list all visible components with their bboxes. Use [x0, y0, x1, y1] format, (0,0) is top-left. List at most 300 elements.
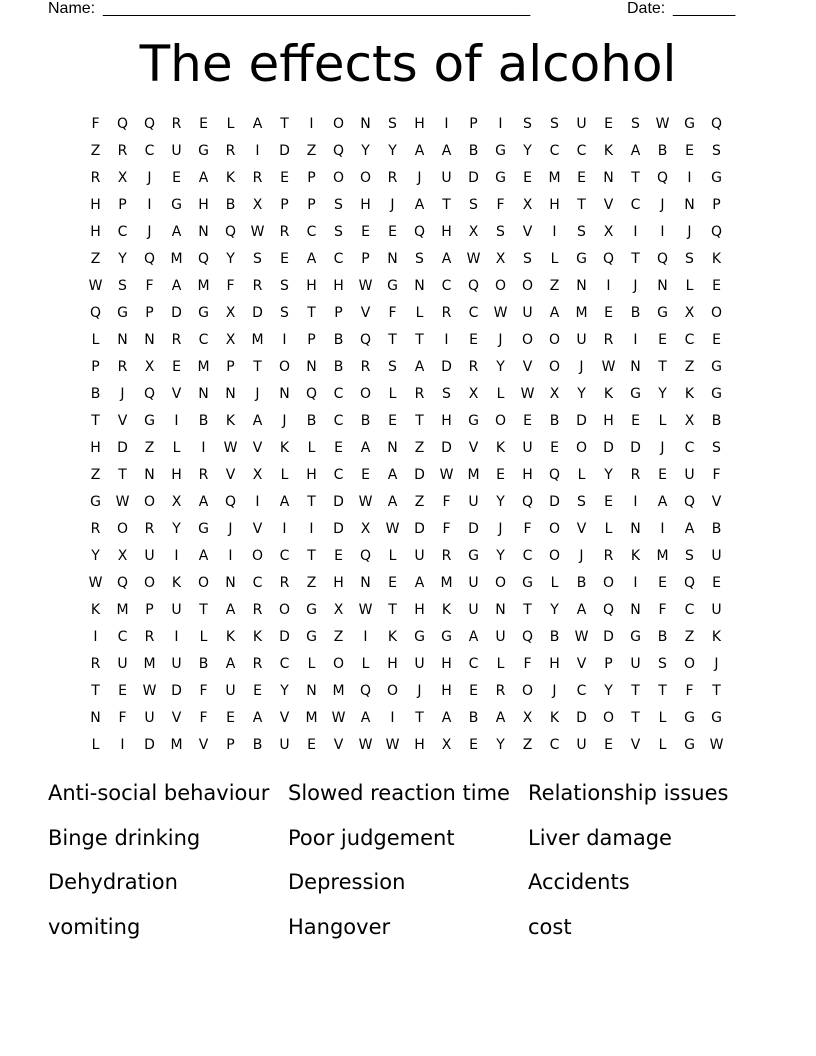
grid-letter[interactable]: J [417, 683, 422, 699]
grid-letter[interactable]: H [360, 197, 371, 213]
grid-letter[interactable]: I [444, 332, 449, 348]
grid-letter[interactable]: U [576, 332, 587, 348]
grid-letter[interactable]: A [252, 710, 263, 726]
grid-letter[interactable]: N [360, 575, 371, 591]
grid-letter[interactable]: B [468, 710, 479, 726]
grid-letter[interactable]: W [250, 224, 265, 240]
grid-letter[interactable]: S [712, 143, 721, 159]
grid-letter[interactable]: L [496, 656, 505, 672]
grid-letter[interactable]: J [633, 278, 638, 294]
grid-letter[interactable]: A [468, 629, 479, 645]
grid-letter[interactable]: A [171, 278, 182, 294]
grid-letter[interactable]: E [523, 413, 532, 429]
grid-letter[interactable]: F [442, 494, 451, 510]
grid-letter[interactable]: C [684, 332, 695, 348]
grid-letter[interactable]: D [279, 629, 290, 645]
grid-letter[interactable]: Q [548, 467, 561, 483]
grid-letter[interactable]: I [606, 278, 611, 294]
grid-letter[interactable]: J [390, 197, 395, 213]
grid-letter[interactable]: L [604, 521, 613, 537]
grid-letter[interactable]: M [467, 467, 480, 483]
grid-letter[interactable]: V [522, 224, 533, 240]
grid-letter[interactable]: O [548, 521, 561, 537]
grid-letter[interactable]: V [711, 494, 722, 510]
grid-letter[interactable]: N [198, 224, 209, 240]
grid-letter[interactable]: C [522, 548, 533, 564]
grid-letter[interactable]: I [687, 170, 692, 186]
grid-letter[interactable]: G [171, 197, 182, 213]
grid-letter[interactable]: V [468, 440, 479, 456]
grid-letter[interactable]: V [252, 521, 263, 537]
grid-letter[interactable]: K [549, 710, 560, 726]
grid-letter[interactable]: Y [388, 143, 397, 159]
grid-letter[interactable]: G [306, 602, 317, 618]
grid-letter[interactable]: A [684, 521, 695, 537]
grid-letter[interactable]: R [441, 548, 452, 564]
grid-letter[interactable]: W [601, 359, 616, 375]
grid-letter[interactable]: C [576, 683, 587, 699]
grid-letter[interactable]: Q [305, 386, 318, 402]
grid-letter[interactable]: K [495, 440, 506, 456]
grid-letter[interactable]: Z [684, 359, 695, 375]
grid-letter[interactable]: R [90, 170, 101, 186]
grid-letter[interactable]: I [633, 494, 638, 510]
grid-letter[interactable]: V [171, 710, 182, 726]
grid-letter[interactable]: N [684, 197, 695, 213]
grid-letter[interactable]: I [120, 737, 125, 753]
grid-letter[interactable]: P [307, 170, 316, 186]
grid-letter[interactable]: Y [604, 683, 613, 699]
grid-letter[interactable]: R [198, 467, 209, 483]
grid-letter[interactable]: X [522, 710, 533, 726]
grid-letter[interactable]: E [361, 224, 370, 240]
grid-letter[interactable]: S [631, 116, 640, 132]
grid-letter[interactable]: O [386, 683, 399, 699]
grid-letter[interactable]: Y [577, 386, 586, 402]
grid-letter[interactable]: K [90, 602, 101, 618]
grid-letter[interactable]: Q [224, 224, 237, 240]
grid-letter[interactable]: O [359, 170, 372, 186]
grid-letter[interactable]: G [684, 737, 695, 753]
grid-letter[interactable]: U [468, 494, 479, 510]
grid-letter[interactable]: E [604, 116, 613, 132]
grid-letter[interactable]: A [441, 710, 452, 726]
grid-letter[interactable]: Z [306, 143, 317, 159]
grid-letter[interactable]: N [630, 602, 641, 618]
grid-letter[interactable]: P [307, 197, 316, 213]
grid-letter[interactable]: L [658, 413, 667, 429]
grid-letter[interactable]: C [684, 602, 695, 618]
grid-letter[interactable]: A [171, 224, 182, 240]
grid-letter[interactable]: T [415, 710, 424, 726]
grid-letter[interactable]: G [468, 548, 479, 564]
grid-letter[interactable]: J [579, 548, 584, 564]
grid-letter[interactable]: Z [144, 440, 155, 456]
grid-letter[interactable]: J [552, 683, 557, 699]
grid-letter[interactable]: D [414, 521, 425, 537]
grid-letter[interactable]: D [144, 737, 155, 753]
grid-letter[interactable]: U [171, 143, 182, 159]
grid-letter[interactable]: A [252, 413, 263, 429]
grid-letter[interactable]: Q [197, 251, 210, 267]
grid-letter[interactable]: E [307, 737, 316, 753]
grid-letter[interactable]: L [388, 548, 397, 564]
grid-letter[interactable]: I [174, 548, 179, 564]
grid-letter[interactable]: S [712, 440, 721, 456]
grid-letter[interactable]: W [709, 737, 724, 753]
grid-letter[interactable]: H [414, 602, 425, 618]
grid-letter[interactable]: T [442, 197, 451, 213]
grid-letter[interactable]: C [279, 548, 290, 564]
grid-letter[interactable]: K [387, 629, 398, 645]
grid-letter[interactable]: A [414, 575, 425, 591]
grid-letter[interactable]: F [658, 602, 667, 618]
grid-letter[interactable]: C [468, 305, 479, 321]
grid-letter[interactable]: O [251, 548, 264, 564]
grid-letter[interactable]: P [226, 359, 235, 375]
grid-letter[interactable]: Y [550, 602, 559, 618]
grid-letter[interactable]: X [468, 224, 479, 240]
grid-letter[interactable]: K [225, 629, 236, 645]
grid-letter[interactable]: H [441, 683, 452, 699]
grid-letter[interactable]: N [630, 359, 641, 375]
grid-letter[interactable]: L [685, 278, 694, 294]
grid-letter[interactable]: X [441, 737, 452, 753]
grid-letter[interactable]: T [415, 332, 424, 348]
grid-letter[interactable]: E [523, 170, 532, 186]
grid-letter[interactable]: R [117, 143, 128, 159]
grid-letter[interactable]: S [442, 386, 451, 402]
grid-letter[interactable]: E [631, 413, 640, 429]
grid-letter[interactable]: W [439, 467, 454, 483]
grid-letter[interactable]: X [171, 494, 182, 510]
grid-letter[interactable]: W [385, 521, 400, 537]
grid-letter[interactable]: X [495, 251, 506, 267]
grid-letter[interactable]: Q [656, 251, 669, 267]
grid-letter[interactable]: S [388, 116, 397, 132]
grid-letter[interactable]: C [468, 656, 479, 672]
grid-letter[interactable]: W [655, 116, 670, 132]
grid-letter[interactable]: P [469, 116, 478, 132]
grid-letter[interactable]: B [549, 629, 560, 645]
grid-letter[interactable]: G [630, 629, 641, 645]
grid-letter[interactable]: G [198, 305, 209, 321]
grid-letter[interactable]: A [441, 143, 452, 159]
grid-letter[interactable]: C [684, 440, 695, 456]
grid-letter[interactable]: A [198, 170, 209, 186]
grid-letter[interactable]: G [576, 251, 587, 267]
grid-letter[interactable]: L [172, 440, 181, 456]
grid-letter[interactable]: G [468, 413, 479, 429]
grid-letter[interactable]: L [307, 656, 316, 672]
grid-letter[interactable]: U [711, 548, 722, 564]
grid-letter[interactable]: U [495, 629, 506, 645]
grid-letter[interactable]: P [145, 602, 154, 618]
grid-letter[interactable]: I [444, 116, 449, 132]
name-field-line[interactable]: ________________________________________________ [103, 0, 531, 17]
grid-letter[interactable]: V [225, 467, 236, 483]
grid-letter[interactable]: Y [226, 251, 235, 267]
grid-letter[interactable]: Y [496, 548, 505, 564]
grid-letter[interactable]: T [388, 602, 397, 618]
grid-letter[interactable]: W [88, 278, 103, 294]
grid-letter[interactable]: U [522, 305, 533, 321]
grid-letter[interactable]: S [685, 548, 694, 564]
grid-letter[interactable]: D [171, 305, 182, 321]
grid-letter[interactable]: J [147, 170, 152, 186]
grid-letter[interactable]: E [469, 683, 478, 699]
grid-letter[interactable]: M [170, 737, 183, 753]
grid-letter[interactable]: O [548, 548, 561, 564]
grid-letter[interactable]: I [660, 224, 665, 240]
grid-letter[interactable]: O [494, 278, 507, 294]
grid-letter[interactable]: A [279, 494, 290, 510]
grid-letter[interactable]: N [144, 332, 155, 348]
grid-letter[interactable]: H [414, 737, 425, 753]
grid-letter[interactable]: T [415, 413, 424, 429]
grid-letter[interactable]: R [225, 143, 236, 159]
grid-letter[interactable]: M [440, 575, 453, 591]
grid-letter[interactable]: Z [522, 737, 533, 753]
grid-letter[interactable]: N [657, 278, 668, 294]
grid-letter[interactable]: S [577, 494, 586, 510]
grid-letter[interactable]: I [282, 521, 287, 537]
grid-letter[interactable]: K [711, 629, 722, 645]
grid-letter[interactable]: Q [143, 251, 156, 267]
grid-letter[interactable]: A [360, 440, 371, 456]
grid-letter[interactable]: W [358, 494, 373, 510]
grid-letter[interactable]: B [333, 359, 344, 375]
grid-letter[interactable]: K [225, 413, 236, 429]
grid-letter[interactable]: Q [521, 629, 534, 645]
grid-letter[interactable]: B [468, 143, 479, 159]
grid-letter[interactable]: E [712, 278, 721, 294]
grid-letter[interactable]: J [228, 521, 233, 537]
grid-letter[interactable]: A [441, 251, 452, 267]
grid-letter[interactable]: K [252, 629, 263, 645]
grid-letter[interactable]: P [712, 197, 721, 213]
grid-letter[interactable]: I [255, 143, 260, 159]
grid-letter[interactable]: I [93, 629, 98, 645]
grid-letter[interactable]: E [604, 737, 613, 753]
grid-letter[interactable]: E [658, 575, 667, 591]
grid-letter[interactable]: D [576, 710, 587, 726]
grid-letter[interactable]: D [468, 521, 479, 537]
grid-letter[interactable]: U [630, 656, 641, 672]
grid-letter[interactable]: O [521, 278, 534, 294]
grid-letter[interactable]: E [118, 683, 127, 699]
grid-letter[interactable]: O [197, 575, 210, 591]
grid-letter[interactable]: C [333, 467, 344, 483]
grid-letter[interactable]: H [387, 656, 398, 672]
grid-letter[interactable]: E [334, 548, 343, 564]
grid-letter[interactable]: R [171, 332, 182, 348]
grid-letter[interactable]: O [359, 386, 372, 402]
grid-letter[interactable]: E [361, 467, 370, 483]
grid-letter[interactable]: X [468, 386, 479, 402]
grid-letter[interactable]: U [171, 656, 182, 672]
grid-letter[interactable]: B [657, 143, 668, 159]
grid-letter[interactable]: C [144, 143, 155, 159]
grid-letter[interactable]: D [549, 494, 560, 510]
grid-letter[interactable]: E [172, 359, 181, 375]
grid-letter[interactable]: T [388, 332, 397, 348]
grid-letter[interactable]: A [414, 197, 425, 213]
grid-letter[interactable]: V [360, 305, 371, 321]
grid-letter[interactable]: C [441, 278, 452, 294]
grid-letter[interactable]: P [334, 305, 343, 321]
grid-letter[interactable]: J [255, 386, 260, 402]
grid-letter[interactable]: F [118, 710, 127, 726]
grid-letter[interactable]: S [550, 116, 559, 132]
grid-letter[interactable]: N [90, 710, 101, 726]
grid-letter[interactable]: O [143, 494, 156, 510]
grid-letter[interactable]: L [658, 737, 667, 753]
grid-letter[interactable]: R [468, 359, 479, 375]
grid-letter[interactable]: W [574, 629, 589, 645]
grid-letter[interactable]: I [309, 521, 314, 537]
grid-letter[interactable]: E [172, 170, 181, 186]
grid-letter[interactable]: L [226, 116, 235, 132]
grid-letter[interactable]: L [550, 575, 559, 591]
grid-letter[interactable]: S [280, 305, 289, 321]
grid-letter[interactable]: T [307, 305, 316, 321]
grid-letter[interactable]: X [684, 305, 695, 321]
grid-letter[interactable]: F [685, 683, 694, 699]
grid-letter[interactable]: L [658, 710, 667, 726]
grid-letter[interactable]: Y [658, 386, 667, 402]
grid-letter[interactable]: R [90, 656, 101, 672]
grid-letter[interactable]: M [305, 710, 318, 726]
grid-letter[interactable]: O [494, 575, 507, 591]
grid-letter[interactable]: W [223, 440, 238, 456]
grid-letter[interactable]: H [441, 413, 452, 429]
grid-letter[interactable]: Y [523, 143, 532, 159]
grid-letter[interactable]: V [198, 737, 209, 753]
grid-letter[interactable]: L [415, 305, 424, 321]
grid-letter[interactable]: E [604, 305, 613, 321]
grid-letter[interactable]: I [174, 413, 179, 429]
grid-letter[interactable]: F [388, 305, 397, 321]
grid-letter[interactable]: O [143, 575, 156, 591]
grid-letter[interactable]: T [631, 710, 640, 726]
grid-letter[interactable]: F [523, 521, 532, 537]
grid-letter[interactable]: M [332, 683, 345, 699]
grid-letter[interactable]: M [656, 548, 669, 564]
grid-letter[interactable]: J [687, 224, 692, 240]
grid-letter[interactable]: E [712, 332, 721, 348]
grid-letter[interactable]: L [550, 251, 559, 267]
grid-letter[interactable]: Q [332, 143, 345, 159]
grid-letter[interactable]: W [358, 602, 373, 618]
grid-letter[interactable]: T [118, 467, 127, 483]
grid-letter[interactable]: N [360, 116, 371, 132]
grid-letter[interactable]: G [495, 170, 506, 186]
grid-letter[interactable]: K [171, 575, 182, 591]
grid-letter[interactable]: S [118, 278, 127, 294]
grid-letter[interactable]: R [252, 602, 263, 618]
grid-letter[interactable]: N [225, 386, 236, 402]
grid-letter[interactable]: Y [118, 251, 127, 267]
grid-letter[interactable]: Q [710, 224, 723, 240]
grid-letter[interactable]: T [712, 683, 721, 699]
grid-letter[interactable]: D [333, 494, 344, 510]
grid-letter[interactable]: H [90, 224, 101, 240]
grid-letter[interactable]: D [441, 359, 452, 375]
grid-letter[interactable]: C [117, 224, 128, 240]
grid-letter[interactable]: Y [496, 359, 505, 375]
grid-letter[interactable]: G [711, 386, 722, 402]
grid-letter[interactable]: D [117, 440, 128, 456]
grid-letter[interactable]: M [575, 305, 588, 321]
grid-letter[interactable]: H [198, 197, 209, 213]
grid-letter[interactable]: A [387, 467, 398, 483]
grid-letter[interactable]: O [494, 413, 507, 429]
grid-letter[interactable]: H [306, 467, 317, 483]
grid-letter[interactable]: S [685, 251, 694, 267]
grid-letter[interactable]: I [228, 548, 233, 564]
grid-letter[interactable]: S [253, 251, 262, 267]
grid-letter[interactable]: U [279, 737, 290, 753]
grid-letter[interactable]: O [332, 656, 345, 672]
grid-letter[interactable]: C [198, 332, 209, 348]
grid-letter[interactable]: C [333, 386, 344, 402]
grid-letter[interactable]: S [523, 251, 532, 267]
grid-letter[interactable]: Q [116, 575, 129, 591]
grid-letter[interactable]: B [657, 629, 668, 645]
grid-letter[interactable]: S [280, 278, 289, 294]
grid-letter[interactable]: J [417, 170, 422, 186]
grid-letter[interactable]: X [144, 359, 155, 375]
grid-letter[interactable]: Q [683, 575, 696, 591]
grid-letter[interactable]: D [252, 305, 263, 321]
grid-letter[interactable]: R [252, 278, 263, 294]
grid-letter[interactable]: I [282, 332, 287, 348]
grid-letter[interactable]: G [711, 359, 722, 375]
grid-letter[interactable]: T [523, 602, 532, 618]
grid-letter[interactable]: Y [496, 737, 505, 753]
grid-letter[interactable]: P [145, 305, 154, 321]
grid-letter[interactable]: E [469, 737, 478, 753]
grid-letter[interactable]: X [360, 521, 371, 537]
grid-letter[interactable]: C [549, 143, 560, 159]
grid-letter[interactable]: A [360, 710, 371, 726]
grid-letter[interactable]: S [388, 359, 397, 375]
grid-letter[interactable]: B [333, 332, 344, 348]
grid-letter[interactable]: Z [90, 467, 101, 483]
grid-letter[interactable]: Q [413, 224, 426, 240]
grid-letter[interactable]: S [496, 224, 505, 240]
grid-letter[interactable]: E [388, 224, 397, 240]
grid-letter[interactable]: I [660, 521, 665, 537]
grid-letter[interactable]: U [144, 710, 155, 726]
grid-letter[interactable]: E [550, 440, 559, 456]
grid-letter[interactable]: D [603, 440, 614, 456]
grid-letter[interactable]: R [441, 305, 452, 321]
grid-letter[interactable]: R [171, 116, 182, 132]
grid-letter[interactable]: G [684, 710, 695, 726]
grid-letter[interactable]: P [604, 656, 613, 672]
grid-letter[interactable]: S [577, 224, 586, 240]
grid-letter[interactable]: N [387, 440, 398, 456]
grid-letter[interactable]: H [441, 224, 452, 240]
grid-letter[interactable]: O [278, 602, 291, 618]
grid-letter[interactable]: K [684, 386, 695, 402]
grid-letter[interactable]: C [306, 224, 317, 240]
grid-letter[interactable]: I [309, 116, 314, 132]
grid-letter[interactable]: J [660, 197, 665, 213]
grid-letter[interactable]: W [520, 386, 535, 402]
